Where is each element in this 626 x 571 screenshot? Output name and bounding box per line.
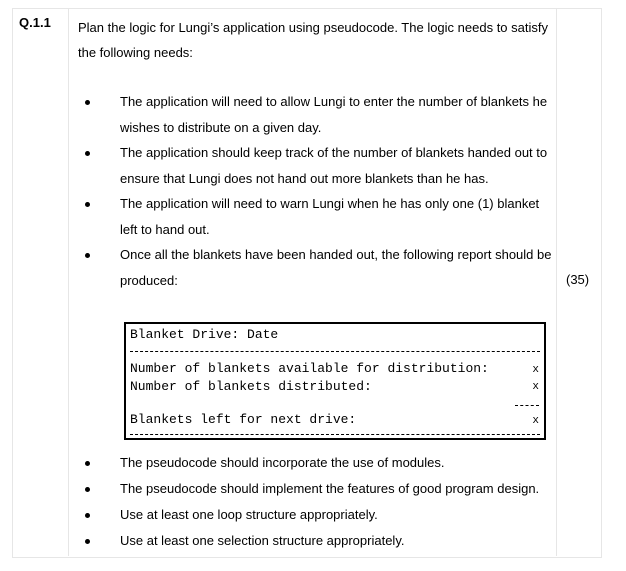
- report-box: [124, 322, 546, 440]
- column-divider: [556, 8, 557, 556]
- list-item: The application will need to allow Lungi to enter the number of blankets he wishes to distribute on a given day.: [82, 89, 552, 140]
- bullet-icon: [85, 202, 90, 207]
- bullet-icon: [85, 151, 90, 156]
- list-item: The pseudocode should implement the features of good program design.: [82, 476, 552, 502]
- list-item: The application should keep track of the number of blankets handed out to ensure that Lungi does not hand out more blankets than he has.: [82, 140, 552, 191]
- column-divider: [68, 8, 69, 556]
- question-intro: Plan the logic for Lungi’s application using pseudocode. The logic needs to satisfy the following needs:: [78, 20, 548, 60]
- report-row-left: Blankets left for next drive:: [130, 412, 357, 427]
- bullet-icon: [85, 253, 90, 258]
- report-title: Blanket Drive: Date: [130, 327, 279, 342]
- report-value-left: x: [532, 415, 539, 427]
- bullet-icon: [85, 513, 90, 518]
- list-item: Use at least one loop structure appropriately.: [82, 502, 552, 528]
- report-row-available: Number of blankets available for distribution:: [130, 361, 489, 376]
- bullet-icon: [85, 539, 90, 544]
- marks-label: (35): [566, 272, 590, 287]
- needs-list: [82, 89, 552, 293]
- bullet-icon: [85, 461, 90, 466]
- dashed-divider: [130, 434, 540, 435]
- report-value-available: x: [532, 364, 539, 376]
- report-row-distributed: Number of blankets distributed:: [130, 379, 372, 394]
- list-item: Use at least one selection structure appropriately.: [82, 528, 552, 554]
- bullet-icon: [85, 100, 90, 105]
- list-item: The pseudocode should incorporate the use of modules.: [82, 450, 552, 476]
- report-value-distributed: x: [532, 381, 539, 393]
- bullet-icon: [85, 487, 90, 492]
- list-item: Once all the blankets have been handed out, the following report should be produced:: [82, 242, 552, 293]
- question-number: Q.1.1: [19, 15, 51, 30]
- list-item: The application will need to warn Lungi when he has only one (1) blanket left to hand out.: [82, 191, 552, 242]
- dashed-divider: [130, 351, 540, 352]
- dashed-divider: [515, 405, 539, 406]
- needs-list: [82, 450, 552, 554]
